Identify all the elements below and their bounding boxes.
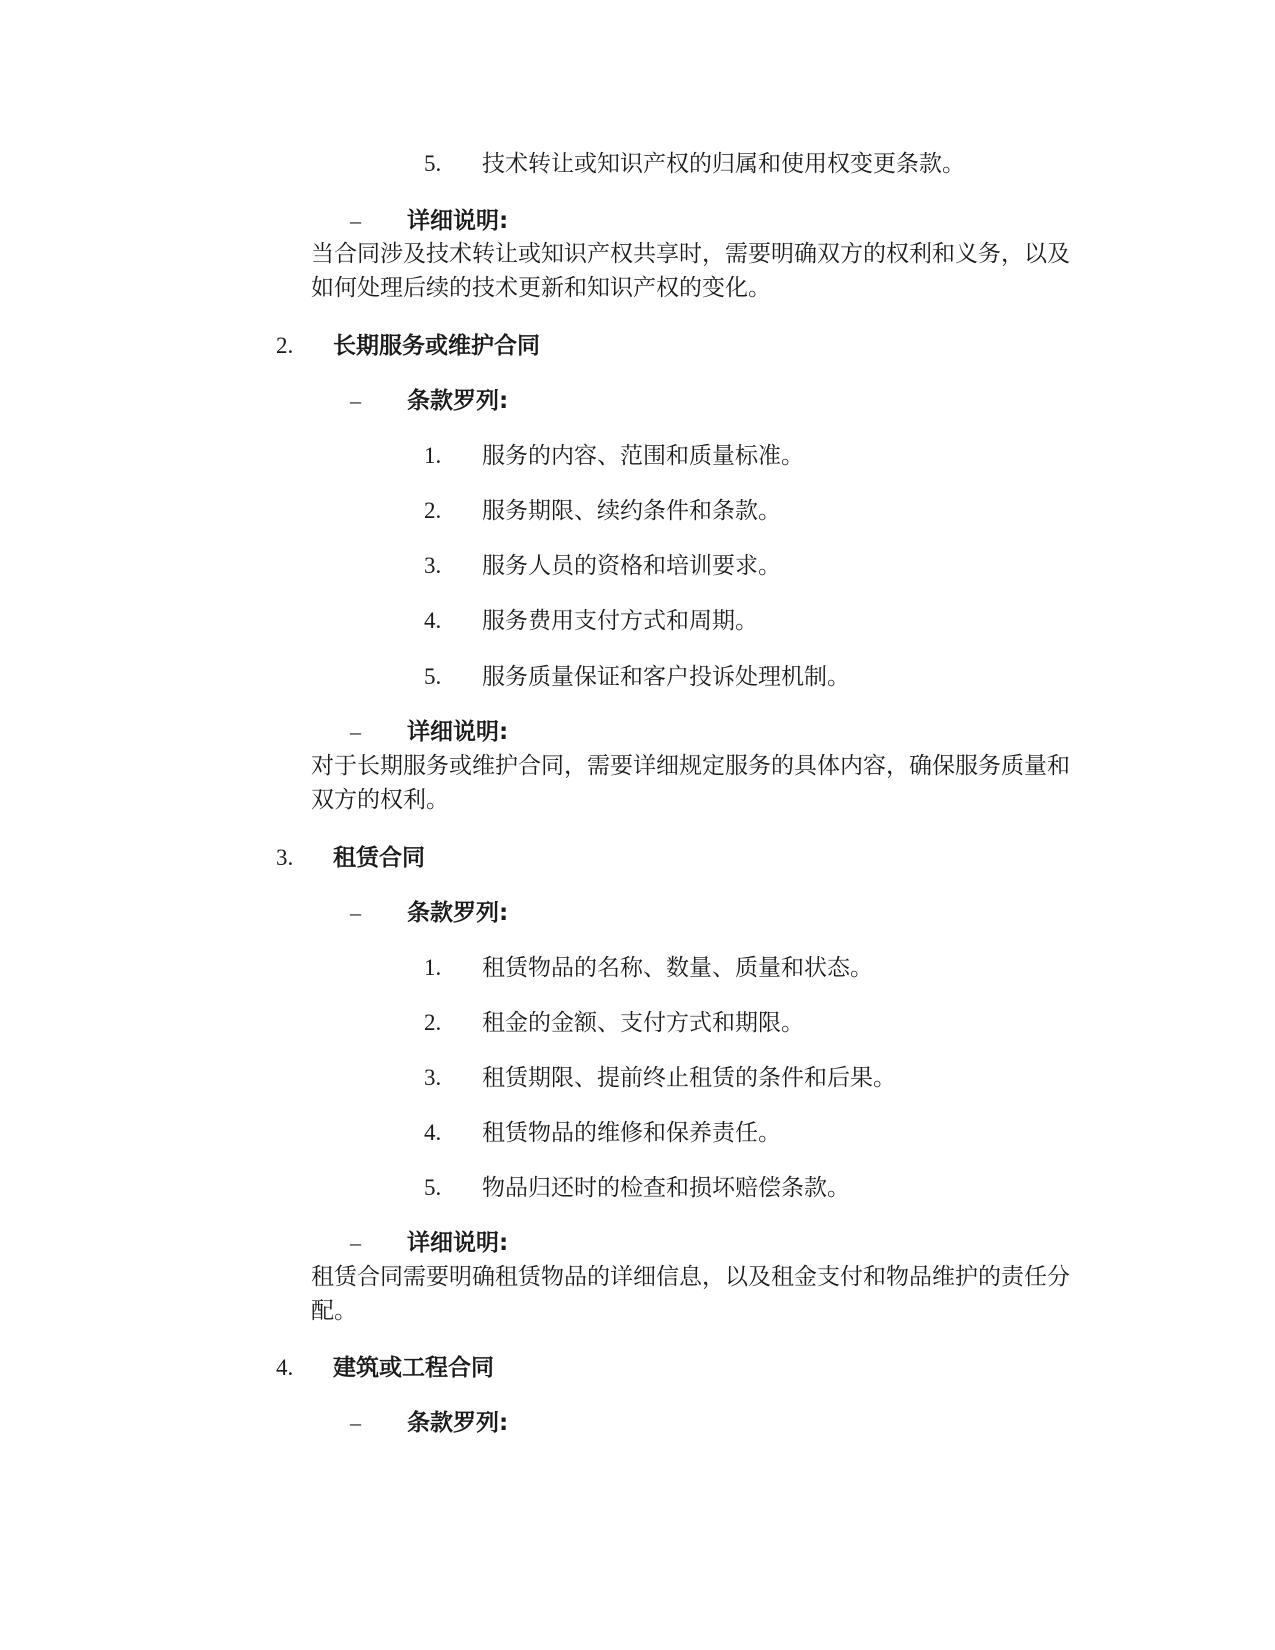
section-title: 建筑或工程合同 xyxy=(333,1355,494,1381)
detail-label: 详细说明: xyxy=(407,719,509,745)
list-item-number: 2. xyxy=(424,1010,442,1035)
section-number: 4. xyxy=(276,1355,294,1380)
list-item-text: 技术转让或知识产权的归属和使用权变更条款。 xyxy=(482,151,965,177)
terms-label: 条款罗列: xyxy=(407,1410,509,1436)
dash-bullet: – xyxy=(350,1230,361,1255)
detail-paragraph: 对于长期服务或维护合同，需要详细规定服务的具体内容，确保服务质量和双方的权利。 xyxy=(311,753,1070,813)
list-item-text: 服务人员的资格和培训要求。 xyxy=(482,553,781,579)
dash-bullet: – xyxy=(350,719,361,744)
section-number: 3. xyxy=(276,845,294,870)
detail-label: 详细说明: xyxy=(407,208,509,234)
list-item-number: 3. xyxy=(424,1065,442,1090)
list-item-number: 1. xyxy=(424,955,442,980)
dash-bullet: – xyxy=(350,1410,361,1435)
list-item-number: 5. xyxy=(424,664,442,689)
list-item-number: 5. xyxy=(424,1175,442,1200)
list-item-number: 3. xyxy=(424,553,442,578)
list-item-text: 租赁期限、提前终止租赁的条件和后果。 xyxy=(482,1065,896,1091)
list-item-text: 租金的金额、支付方式和期限。 xyxy=(482,1010,804,1036)
list-item-number: 5. xyxy=(424,151,442,176)
section-title: 长期服务或维护合同 xyxy=(333,333,540,359)
detail-paragraph: 租赁合同需要明确租赁物品的详细信息，以及租金支付和物品维护的责任分配。 xyxy=(311,1264,1070,1324)
detail-paragraph: 当合同涉及技术转让或知识产权共享时，需要明确双方的权利和义务，以及如何处理后续的技术更新和知识产权的变化。 xyxy=(311,241,1070,301)
section-title: 租赁合同 xyxy=(333,845,425,871)
list-item-text: 租赁物品的名称、数量、质量和状态。 xyxy=(482,955,873,981)
detail-label: 详细说明: xyxy=(407,1230,509,1256)
section-number: 2. xyxy=(276,333,294,358)
list-item-number: 2. xyxy=(424,498,442,523)
dash-bullet: – xyxy=(350,388,361,413)
list-item-text: 租赁物品的维修和保养责任。 xyxy=(482,1120,781,1146)
list-item-number: 4. xyxy=(424,1120,442,1145)
list-item-text: 服务期限、续约条件和条款。 xyxy=(482,498,781,524)
list-item-text: 服务质量保证和客户投诉处理机制。 xyxy=(482,664,850,690)
list-item-number: 1. xyxy=(424,443,442,468)
terms-label: 条款罗列: xyxy=(407,900,509,926)
list-item-number: 4. xyxy=(424,608,442,633)
list-item-text: 物品归还时的检查和损坏赔偿条款。 xyxy=(482,1175,850,1201)
list-item-text: 服务费用支付方式和周期。 xyxy=(482,608,758,634)
terms-label: 条款罗列: xyxy=(407,388,509,414)
list-item-text: 服务的内容、范围和质量标准。 xyxy=(482,443,804,469)
dash-bullet: – xyxy=(350,208,361,233)
dash-bullet: – xyxy=(350,900,361,925)
